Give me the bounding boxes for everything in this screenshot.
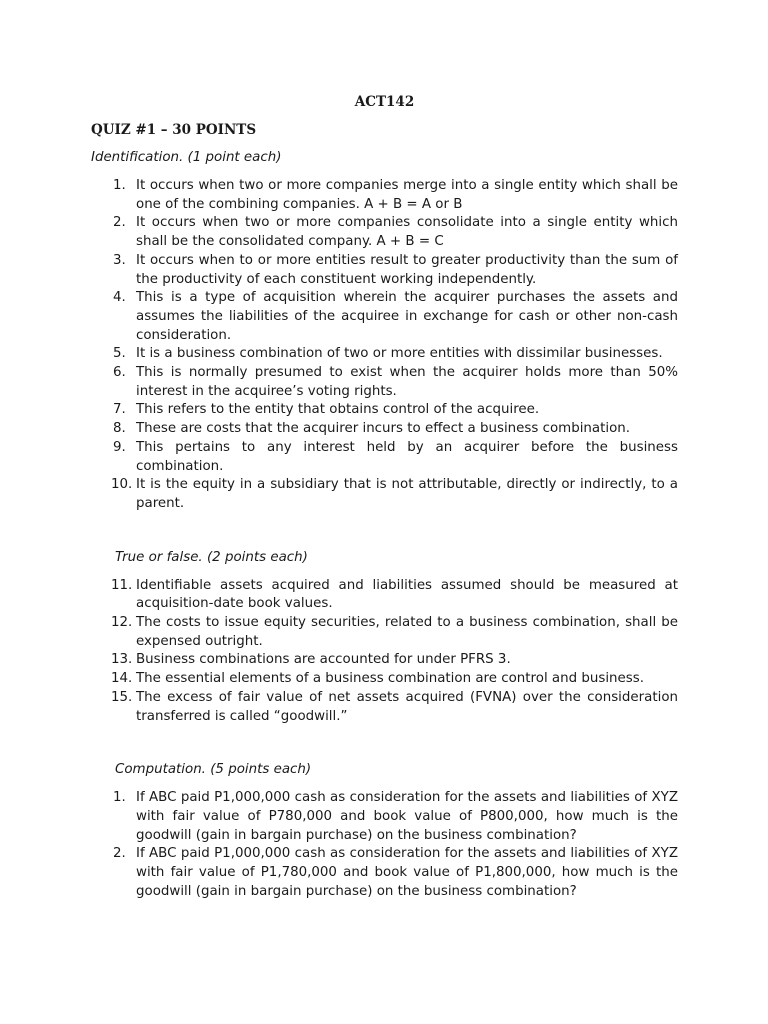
question-text: This is normally presumed to exist when the acquirer holds more than 50% interest in the acquiree’s voting rights. (136, 365, 678, 399)
computation-list (91, 789, 678, 901)
question-item (91, 689, 678, 726)
question-number: 13. (111, 652, 133, 668)
question-text: Identifiable assets acquired and liabilities assumed should be measured at acquisition-date book values. (136, 577, 678, 612)
question-number: 7. (113, 402, 126, 418)
question-item (91, 614, 678, 651)
question-number: 1. (113, 178, 126, 193)
question-text: It is a business combination of two or more entities with dissimilar businesses. (136, 346, 663, 362)
question-item (91, 345, 678, 364)
question-item (91, 401, 678, 420)
question-text: If ABC paid P1,000,000 cash as consideration for the assets and liabilities of XYZ with fair value of P780,000 and book value of P800,000, how much is the goodwill (gain in bargain purchase) on the business combination? (136, 790, 678, 843)
question-number: 2. (113, 846, 126, 862)
question-number: 2. (113, 215, 126, 231)
question-number: 11. (111, 577, 133, 593)
question-text: This pertains to any interest held by an acquirer before the business combination. (136, 439, 678, 474)
computation-title: Computation. (5 points each) (115, 762, 312, 778)
question-item (91, 577, 678, 614)
question-text: This is a type of acquisition wherein the acquirer purchases the assets and assumes the liabilities of the acquiree in exchange for cash or other non-cash consideration. (136, 290, 678, 343)
course-code: ACT142 (354, 94, 415, 110)
identification-list (91, 177, 678, 514)
true-false-list (91, 577, 678, 727)
question-text: The costs to issue equity securities, related to a business combination, shall be expensed outright. (136, 615, 678, 649)
true-false-title: True or false. (2 points each) (115, 549, 308, 565)
question-number: 5. (113, 346, 126, 362)
question-number: 3. (113, 252, 126, 268)
identification-title: Identification. (1 point each) (91, 150, 282, 165)
question-text: Business combinations are accounted for under PFRS 3. (136, 652, 511, 668)
question-item (91, 289, 678, 345)
question-item (91, 845, 678, 901)
question-text: It is the equity in a subsidiary that is not attributable, directly or indirectly, to a parent. (136, 477, 678, 511)
question-item (91, 420, 678, 439)
question-number: 8. (113, 421, 126, 437)
question-number: 1. (113, 790, 126, 806)
question-item (91, 214, 678, 251)
question-text: These are costs that the acquirer incurs to effect a business combination. (136, 421, 631, 437)
question-item (91, 789, 678, 845)
question-text: If ABC paid P1,000,000 cash as consideration for the assets and liabilities of XYZ with fair value of P1,780,000 and book value of P1,800,000, how much is the goodwill (gain in bargain purchase) on the business combination? (136, 846, 678, 899)
question-item (91, 651, 678, 670)
question-number: 10. (111, 477, 133, 493)
question-number: 15. (111, 689, 133, 705)
question-item (91, 439, 678, 476)
question-number: 9. (113, 439, 126, 455)
question-text: It occurs when to or more entities result to greater productivity than the sum of the productivity of each constituent working independently. (136, 252, 678, 287)
question-item (91, 252, 678, 289)
question-number: 14. (111, 671, 133, 687)
question-item (91, 476, 678, 513)
question-text: The essential elements of a business combination are control and business. (136, 671, 644, 687)
quiz-title: QUIZ #1 – 30 POINTS (91, 122, 257, 138)
question-text: It occurs when two or more companies consolidate into a single entity which shall be the consolidated company. A + B = C (136, 215, 678, 250)
question-item (91, 670, 678, 689)
question-number: 12. (111, 615, 133, 631)
question-text: The excess of fair value of net assets acquired (FVNA) over the consideration transferred is called “goodwill.” (136, 689, 678, 724)
question-item (91, 177, 678, 214)
question-text: This refers to the entity that obtains control of the acquiree. (136, 402, 540, 418)
question-item (91, 364, 678, 401)
question-number: 4. (113, 290, 126, 306)
question-number: 6. (113, 365, 126, 381)
question-text: It occurs when two or more companies merge into a single entity which shall be one of the combining companies. A + B = A or B (136, 178, 678, 212)
